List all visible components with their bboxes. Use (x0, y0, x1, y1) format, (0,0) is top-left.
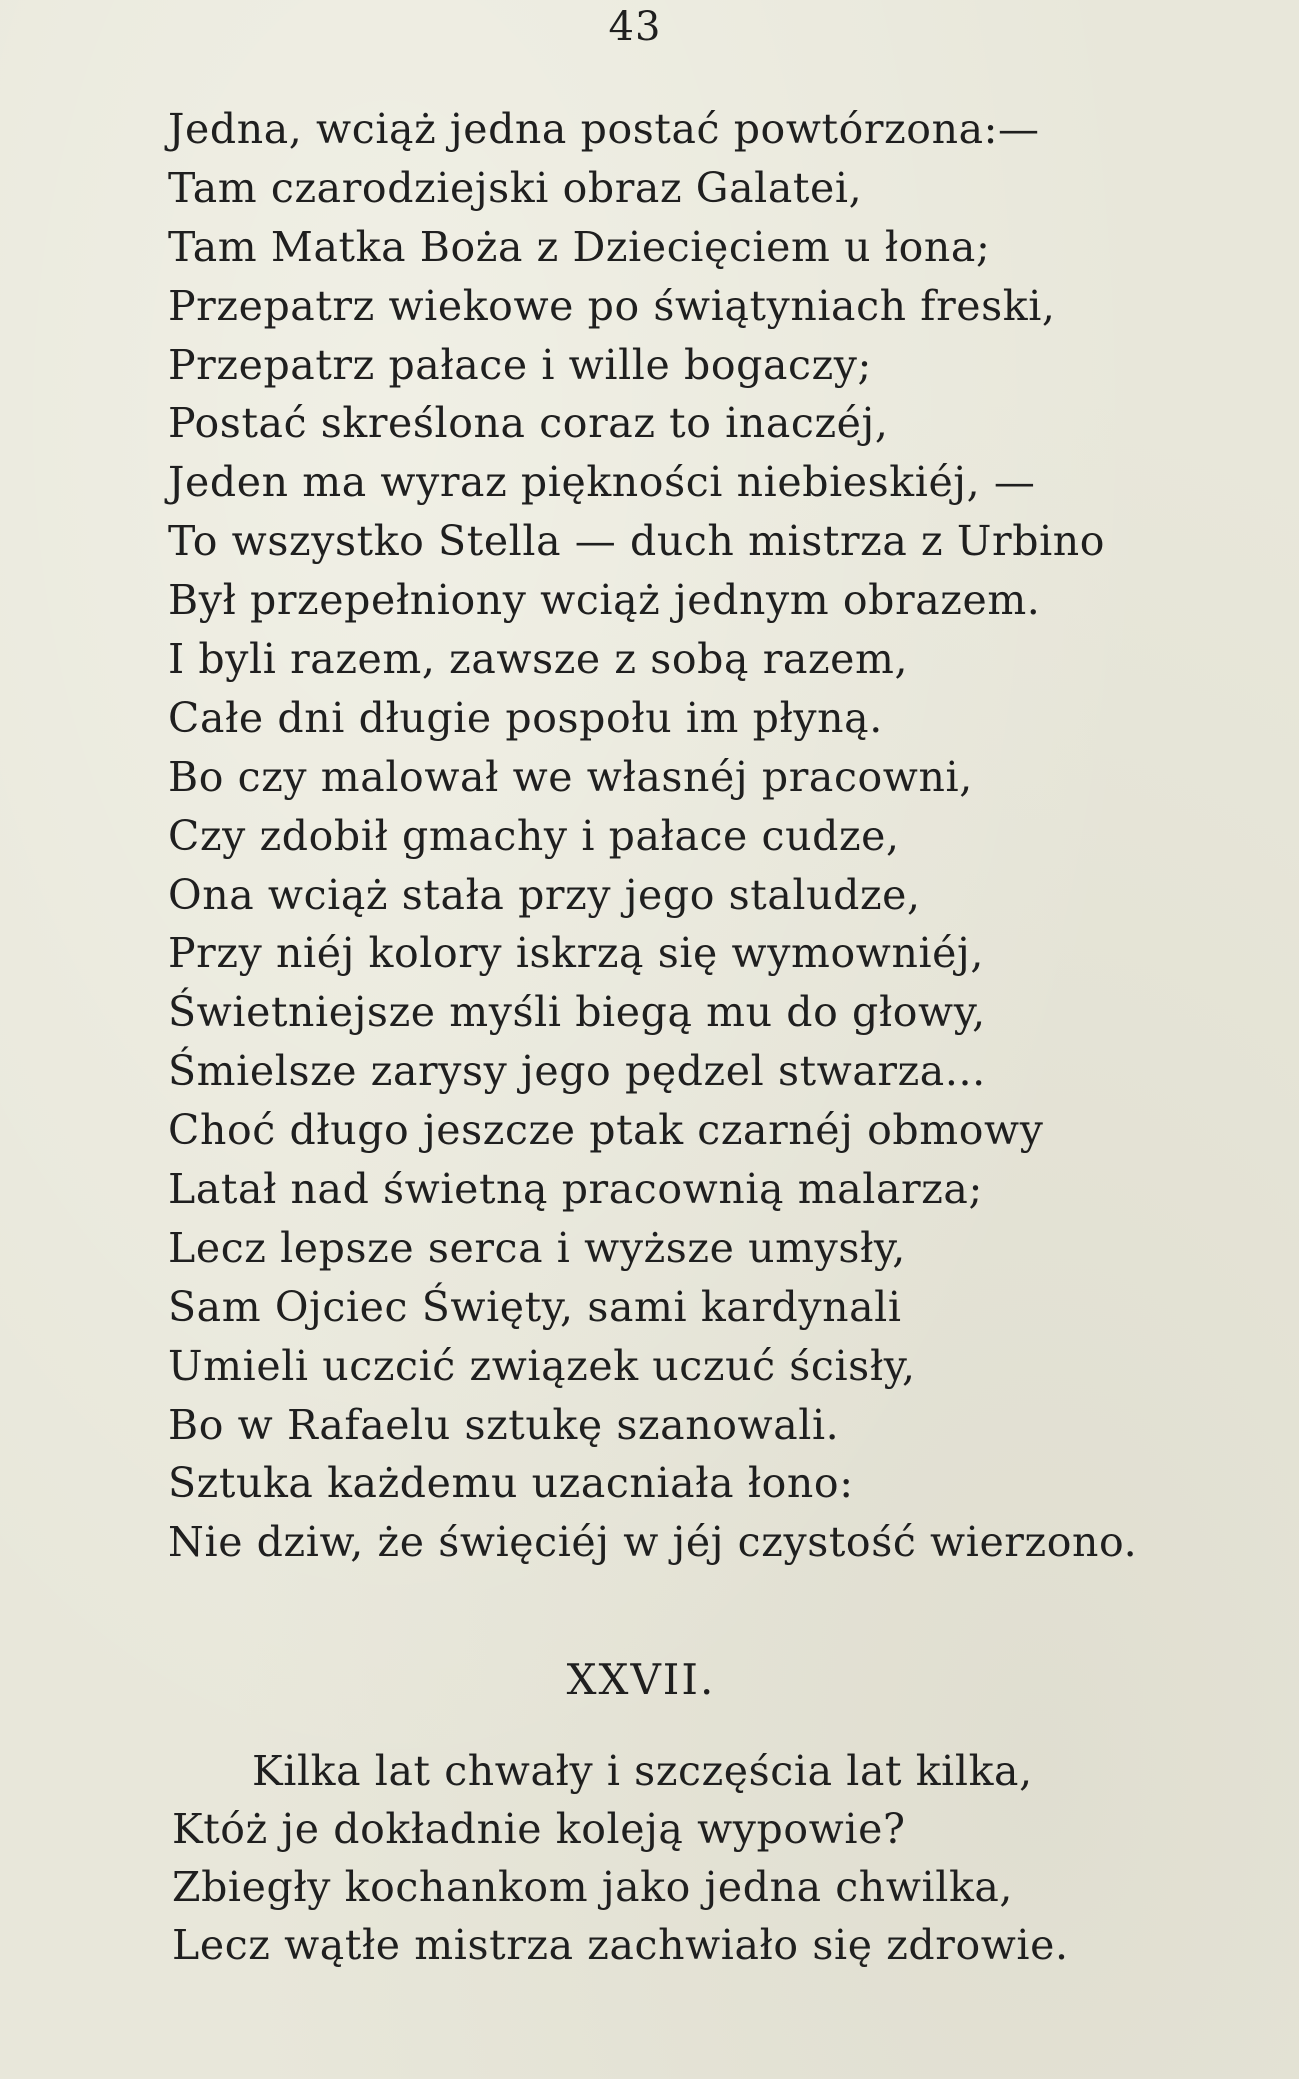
verse-line: Był przepełniony wciąż jednym obrazem. (168, 576, 1041, 625)
page-number: 43 (608, 4, 662, 50)
verse-line: Zbiegły kochankom jako jedna chwilka, (172, 1863, 1014, 1911)
verse-line: Sztuka każdemu uzacniała łono: (168, 1459, 854, 1508)
verse-line: Nie dziw, że święciéj w jéj czystość wierzono. (168, 1518, 1138, 1567)
verse-line: Latał nad świetną pracownią malarza; (168, 1165, 983, 1214)
verse-line: Lecz lepsze serca i wyższe umysły, (168, 1223, 906, 1272)
verse-line: Tam czarodziejski obraz Galatei, (168, 163, 863, 212)
verse-line: Sam Ojciec Święty, sami kardynali (168, 1282, 902, 1331)
verse-line: Bo w Rafaelu sztukę szanowali. (168, 1400, 840, 1449)
stanza-1 (168, 100, 1137, 1572)
verse-line: Świetniejsze myśli biegą mu do głowy, (168, 988, 986, 1037)
stanza-2 (172, 1742, 1069, 1974)
verse-line: Kilka lat chwały i szczęścia lat kilka, (252, 1747, 1033, 1795)
verse-line: Jedna, wciąż jedna postać powtórzona:— (168, 105, 1040, 153)
verse-line: Czy zdobił gmachy i pałace cudze, (168, 811, 900, 860)
verse-line: Umieli uczcić związek uczuć ścisły, (168, 1341, 916, 1390)
verse-line: To wszystko Stella — duch mistrza z Urbino (168, 517, 1106, 566)
verse-line: I byli razem, zawsze z sobą razem, (168, 635, 909, 684)
verse-line: Bo czy malował we własnéj pracowni, (168, 752, 973, 801)
verse-line: Któż je dokładnie koleją wypowie? (172, 1805, 906, 1853)
verse-line: Ona wciąż stała przy jego staludze, (168, 870, 921, 919)
verse-line: Śmielsze zarysy jego pędzel stwarza... (168, 1047, 986, 1096)
verse-line: Lecz wątłe mistrza zachwiało się zdrowie. (172, 1921, 1069, 1969)
verse-line: Całe dni długie pospołu im płyną. (168, 693, 883, 742)
verse-line: Postać skreślona coraz to inaczéj, (168, 399, 889, 448)
section-heading: XXVII. (566, 1655, 716, 1704)
verse-line: Przepatrz pałace i wille bogaczy; (168, 340, 872, 389)
verse-line: Jeden ma wyraz piękności niebieskiéj, — (168, 458, 1036, 507)
verse-line: Przy niéj kolory iskrzą się wymowniéj, (168, 929, 984, 978)
verse-line: Choć długo jeszcze ptak czarnéj obmowy (168, 1106, 1044, 1155)
verse-line: Tam Matka Boża z Dziecięciem u łona; (168, 222, 991, 271)
verse-line: Przepatrz wiekowe po świątyniach freski, (168, 281, 1056, 330)
